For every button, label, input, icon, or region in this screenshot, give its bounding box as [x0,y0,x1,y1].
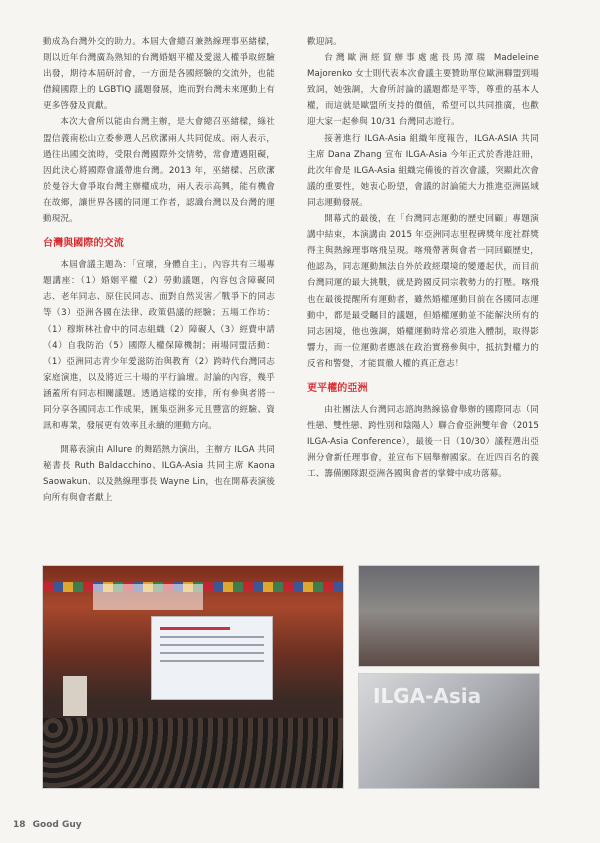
dance-performance-photo [358,673,540,789]
paragraph: 開幕式的最後，在「台灣同志運動的歷史回顧」專題演講中結束，本演講由 2015 年亞洲同志里程碑獎年度社群獎得主與熱線理事喀飛呈現。喀飛帶著與會者一同回顧歷史，他認為，同志運動無法自外於政經環境的變遷起伏，而目前台灣同運的最大挑戰，就是跨國反同宗教勢力的打壓。喀飛也在最後提醒所有運動者，雖然婚權運動目前在各國同志運動中，都是最受矚目的議題，但婚權運動並不能解決所有的同志困境，他也強調，婚權運動時常必須進入體制，取得影響力，而一位運動者應該在政治實務參與中，抵抗對權力的反省和警覺，才能貫徹人權的真正意志！ [307,214,539,369]
paragraph: 本次大會所以能由台灣主辦，是大會總召巫緒樑，綠社盟信義南松山立委參選人呂欣潔兩人共同促成。兩人表示，過往出國交流時，受限台灣國際外交情勢，常會遭遇阻礙，因此決心將國際會議帶進台灣。2013 年，巫緒樑、呂欣潔於曼谷大會爭取台灣主辦權成功，兩人表示高興，能有機會在故鄉，讓世界各國的同運工作者，認識台灣以及台灣的運動現況。 [43,117,275,225]
audience-crowd [43,718,343,788]
right-column [307,34,539,482]
conference-hall-photo [42,565,344,789]
section-heading: 更平權的亞洲 [307,382,368,394]
event-banner-text: ILGA-Asia [373,684,482,708]
paragraph: 台灣歐洲經貿辦事處處長馬潭瑞 Madeleine Majorenko 女士則代表本次會議主要贊助單位歐洲聯盟到場致詞，她強調，大會所討論的議題都是平等，尊重的基本人權，而這就是歐盟所支持的價值，希望可以共同推廣，也歡迎大家一起參與 10/31 台灣同志遊行。 [307,53,539,128]
section-heading: 台灣與國際的交流 [43,238,124,250]
projection-screen [151,616,273,700]
magazine-name: Good Guy [32,820,82,830]
paragraph: 本屆會議主題為：「宣壞，身體自主」，內容共有三場專題講座：（1）婚姻平權（2）勞動議題，內容包含障礙同志、老年同志、原住民同志、面對自然災害／戰爭下的同志等（3）亞洲各國在法律、政策倡議的經驗；五場工作坊：（1）穆斯林社會中的同志組織（2）障礙人（3）經費申請（4）自我防治（5）國際人權保障機制；兩場同盟活動：（1）亞洲同志青少年愛滋防治與教育（2）跨時代台灣同志家庭演進，以及將近三十場的平行論壇。討論的內容，幾乎涵蓋所有同志相關議題。透過這樣的安排，所有參與者將一同分享各國同志工作成果，匯集亞洲多元且豐富的經驗、資訊和專業，發展更有效率且永續的運動方向。 [43,260,275,432]
paragraph: 開幕表演由 Allure 的舞蹈熱力演出，主辦方 ILGA 共同秘書長 Ruth Baldacchino、ILGA-Asia 共同主席 Kaona Saowakun、以及熱線理事長 Wayne Lin，也在開幕表演後向所有與會者獻上 [43,445,275,504]
left-column [43,34,275,507]
stage-banner [93,584,203,610]
registration-desk-photo [358,565,540,667]
podium [63,676,87,716]
paragraph: 接著進行 ILGA-Asia 組織年度報告，ILGA-ASIA 共同主席 Dana Zhang 宣布 ILGA-Asia 今年正式於香港註冊，此次年會是 ILGA-Asia 組織完備後的首次會議，突顯此次會議的重要性，她衷心盼望，會議的討論能大力推進亞洲區域同志運動發展。 [307,133,539,208]
paragraph: 歡迎詞。 [307,37,342,47]
paragraph: 動成為台灣外交的助力。本屆大會總召兼熱線理事巫緒樑，則以近年台灣廣為熟知的台灣婚姻平權及愛滋人權爭取經驗出發，期待本屆研討會，一方面是各國經驗的交流外，也能借鏡國際上的 LGBTIQ 議題發展，進而對台灣未來運動上有更多啓發及貢獻。 [43,37,275,112]
paragraph: 由社團法人台灣同志諮詢熱線協會舉辦的國際同志（同性戀、雙性戀、跨性別和陰陽人）聯合會亞洲雙年會（2015 ILGA-Asia Conference），最後一日（10/30）議程選出亞洲分會新任理事會，並宣布下屆舉辦國家。在近四百名的義工、籌備團隊跟亞洲各國與會者的掌聲中成功落幕。 [307,404,539,480]
page-number: 18 [13,820,26,830]
page-footer [13,820,82,830]
